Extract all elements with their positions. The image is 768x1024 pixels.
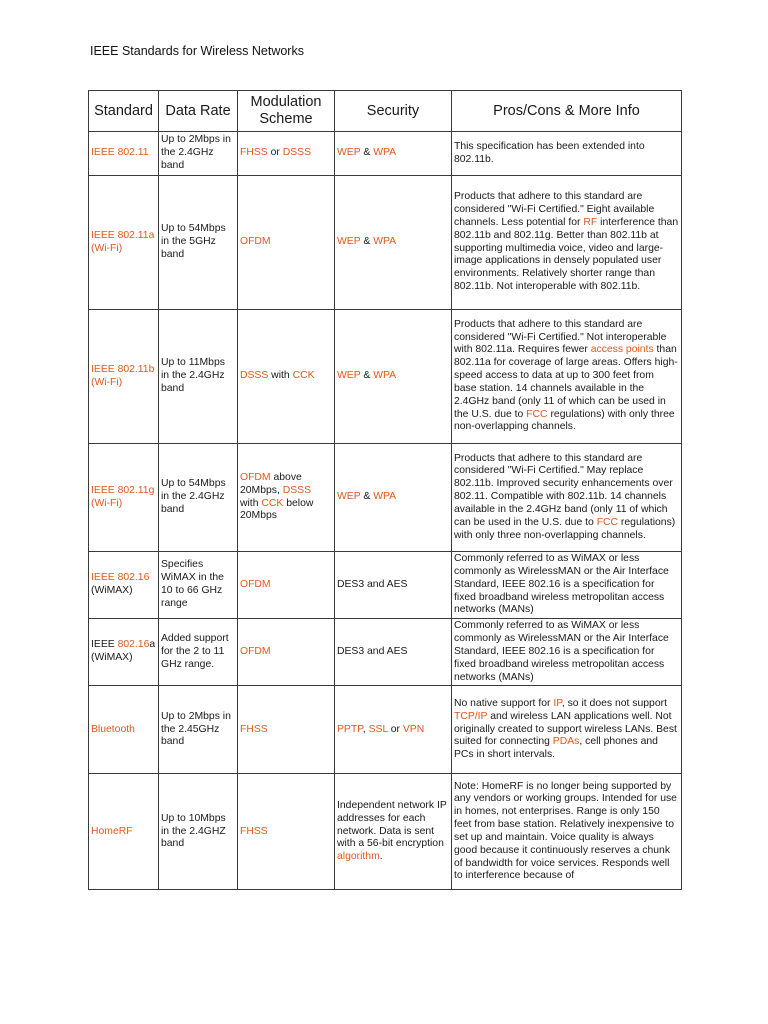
- cell-text: Note: HomeRF is no longer being supported by any vendors or working groups. Intended for use in homes, not enterprises. Range is only 150 feet from base station. Relatively inexpensive to set up and maintain. Voice quality is always good because it continuously reserves a chunk of bandwidth for voice services. Responds well to interference because of: [454, 780, 677, 882]
- cell-rate: [159, 310, 238, 444]
- table-row: [89, 132, 682, 176]
- cell-text: Products that adhere to this standard are considered "Wi-Fi Certified." May replace 802.11b. Improved security enhancements over 802.11. Compatible with 802.11b. 14 channels available in the 2.4GHz band (only 11 of which can be used in the U.S. due to: [454, 452, 673, 528]
- header-security: Security: [335, 91, 452, 132]
- cell-security: [335, 444, 452, 552]
- cell-info: [452, 552, 682, 619]
- cell-rate: [159, 686, 238, 774]
- cell-modulation: [238, 132, 335, 176]
- cell-info: [452, 444, 682, 552]
- cell-rate: [159, 619, 238, 686]
- cell-text: below 20Mbps: [240, 497, 314, 522]
- reference-link[interactable]: PDAs: [552, 736, 580, 748]
- reference-link[interactable]: IEEE 802.11a (Wi-Fi): [91, 229, 155, 254]
- cell-text: regulations) with only three non-overlapping channels.: [454, 408, 675, 433]
- cell-modulation: [238, 774, 335, 890]
- reference-link[interactable]: CCK: [261, 497, 284, 509]
- reference-link[interactable]: FCC: [596, 516, 619, 528]
- cell-rate: [159, 176, 238, 310]
- cell-text: No native support for: [454, 697, 554, 709]
- cell-text: above 20Mbps,: [240, 471, 302, 496]
- cell-text: .: [379, 851, 383, 863]
- cell-text: a (WiMAX): [91, 639, 156, 664]
- table-row: [89, 552, 682, 619]
- cell-text: DES3 and AES: [337, 578, 408, 590]
- reference-link[interactable]: IEEE 802.16: [91, 572, 150, 584]
- cell-text: Up to 54Mbps in the 2.4GHz band: [161, 478, 226, 515]
- cell-text: Independent network IP addresses for each network. Data is sent with a 56-bit encryption: [337, 799, 447, 850]
- cell-text: Up to 11Mbps in the 2.4GHz band: [161, 357, 225, 394]
- reference-link[interactable]: CCK: [292, 370, 315, 382]
- cell-standard: [89, 444, 159, 552]
- cell-text: &: [360, 236, 374, 248]
- cell-info: [452, 774, 682, 890]
- cell-standard: [89, 310, 159, 444]
- document-title: IEEE Standards for Wireless Networks: [90, 44, 304, 58]
- cell-text: DES3 and AES: [337, 645, 408, 657]
- cell-text: &: [360, 370, 374, 382]
- cell-text: Commonly referred to as WiMAX or less commonly as WirelessMAN or the Air Interface Standard, IEEE 802.16 is a specification for fixed broadband wireless metropolitan access networks (MANs): [454, 553, 669, 616]
- cell-text: Up to 2Mbps in the 2.45GHz band: [161, 710, 231, 748]
- cell-text: Added support for the 2 to 11 GHz range.: [161, 633, 229, 670]
- header-row: [89, 91, 682, 132]
- cell-info: [452, 686, 682, 774]
- cell-text: and wireless LAN applications well. Not originally created to support wireless LANs. Best suited for connecting: [454, 710, 677, 748]
- cell-text: IEEE: [91, 639, 118, 651]
- cell-text: Products that adhere to this standard are considered "Wi-Fi Certified." Eight available channels. Less potential for: [454, 191, 655, 228]
- table-row: [89, 619, 682, 686]
- reference-link[interactable]: VPN: [402, 723, 425, 735]
- cell-text: interference than 802.11b and 802.11g. Better than 802.11b at supporting multimedia voice, video and large-image applications in densely populated user environments. Relatively shorter range than 802.11b. Not interoperable with 802.11b.: [454, 216, 679, 293]
- header-standard: Standard: [89, 91, 159, 132]
- cell-text: regulations) with only three non-overlapping channels.: [454, 516, 676, 541]
- header-info: Pros/Cons & More Info: [452, 91, 682, 132]
- reference-link[interactable]: WEP: [337, 491, 361, 503]
- cell-standard: [89, 176, 159, 310]
- reference-link[interactable]: FHSS: [240, 147, 268, 159]
- reference-link[interactable]: OFDM: [240, 236, 271, 248]
- reference-link[interactable]: HomeRF: [91, 825, 133, 837]
- cell-security: [335, 132, 452, 176]
- reference-link[interactable]: access points: [590, 344, 654, 356]
- reference-link[interactable]: WPA: [373, 147, 397, 159]
- cell-text: ,: [362, 723, 369, 735]
- reference-link[interactable]: WEP: [337, 147, 361, 159]
- reference-link[interactable]: FHSS: [240, 723, 268, 735]
- cell-text: Up to 2Mbps in the 2.4GHz band: [161, 134, 231, 171]
- reference-link[interactable]: RF: [583, 216, 598, 228]
- cell-text: than 802.11a for coverage of large areas. Offers high-speed access to data at up to 300 feet from base station. 14 channels available in the 2.4GHz band (only 11 of which can be used in the U.S. due to: [454, 344, 678, 420]
- cell-text: Commonly referred to as WiMAX or less commonly as WirelessMAN or the Air Interface Standard, IEEE 802.16 is a specification for fixed broadband wireless metropolitan access networks (MANs): [454, 620, 669, 683]
- cell-text: , so it does not support: [561, 697, 667, 709]
- cell-text: or: [267, 147, 283, 159]
- cell-standard: [89, 132, 159, 176]
- cell-rate: [159, 774, 238, 890]
- reference-link[interactable]: IEEE 802.11b (Wi-Fi): [91, 363, 155, 388]
- cell-standard: [89, 619, 159, 686]
- table-row: [89, 774, 682, 890]
- cell-text: or: [387, 723, 403, 735]
- cell-text: Up to 54Mbps in the 5GHz band: [161, 223, 226, 260]
- table-row: [89, 176, 682, 310]
- cell-security: [335, 552, 452, 619]
- reference-link[interactable]: WEP: [337, 370, 361, 382]
- cell-info: [452, 176, 682, 310]
- cell-security: [335, 774, 452, 890]
- cell-text: This specification has been extended into 802.11b.: [454, 140, 645, 165]
- table-row: [89, 686, 682, 774]
- reference-link[interactable]: FCC: [526, 408, 548, 420]
- reference-link[interactable]: OFDM: [240, 645, 271, 657]
- standards-table: [88, 90, 682, 890]
- reference-link[interactable]: OFDM: [240, 471, 271, 483]
- reference-link[interactable]: WEP: [337, 236, 361, 248]
- cell-text: (WiMAX): [91, 585, 133, 597]
- reference-link[interactable]: IP: [553, 697, 562, 709]
- cell-text: &: [360, 147, 374, 159]
- reference-link[interactable]: WPA: [373, 370, 397, 382]
- reference-link[interactable]: 802.16: [117, 639, 150, 651]
- reference-link[interactable]: PPTP: [337, 723, 363, 735]
- cell-rate: [159, 132, 238, 176]
- header-data-rate: Data Rate: [159, 91, 238, 132]
- cell-modulation: [238, 552, 335, 619]
- cell-modulation: [238, 310, 335, 444]
- reference-link[interactable]: algorithm: [337, 851, 380, 863]
- cell-info: [452, 310, 682, 444]
- reference-link[interactable]: IEEE 802.11: [91, 147, 149, 159]
- reference-link[interactable]: DSSS: [240, 370, 269, 382]
- reference-link[interactable]: SSL: [368, 723, 388, 735]
- reference-link[interactable]: IEEE 802.11g (Wi-Fi): [91, 484, 155, 509]
- reference-link[interactable]: WPA: [373, 236, 397, 248]
- reference-link[interactable]: WPA: [373, 491, 397, 503]
- reference-link[interactable]: FHSS: [240, 825, 268, 837]
- reference-link[interactable]: Bluetooth: [91, 723, 135, 735]
- cell-text: with: [240, 497, 262, 509]
- cell-text: Up to 10Mbps in the 2.4GHZ band: [161, 812, 226, 850]
- table-row: [89, 444, 682, 552]
- reference-link[interactable]: DSSS: [282, 147, 312, 159]
- header-modulation: Modulation Scheme: [238, 91, 335, 132]
- reference-link[interactable]: OFDM: [240, 578, 271, 590]
- cell-modulation: [238, 444, 335, 552]
- cell-text: with: [268, 370, 293, 382]
- reference-link[interactable]: TCP/IP: [454, 710, 488, 722]
- cell-info: [452, 619, 682, 686]
- cell-modulation: [238, 686, 335, 774]
- table-body: [89, 132, 682, 890]
- cell-text: Specifies WiMAX in the 10 to 66 GHz range: [161, 559, 224, 609]
- cell-standard: [89, 552, 159, 619]
- cell-standard: [89, 686, 159, 774]
- cell-security: [335, 619, 452, 686]
- cell-text: Products that adhere to this standard are considered "Wi-Fi Certified." Not interoperable with 802.11a. Requires fewer: [454, 318, 667, 356]
- table-row: [89, 310, 682, 444]
- cell-security: [335, 310, 452, 444]
- cell-rate: [159, 552, 238, 619]
- reference-link[interactable]: DSSS: [282, 484, 312, 496]
- cell-security: [335, 686, 452, 774]
- cell-security: [335, 176, 452, 310]
- cell-rate: [159, 444, 238, 552]
- cell-text: , cell phones and PCs in short intervals.: [454, 736, 658, 761]
- cell-text: &: [360, 491, 374, 503]
- cell-info: [452, 132, 682, 176]
- cell-modulation: [238, 176, 335, 310]
- cell-standard: [89, 774, 159, 890]
- cell-modulation: [238, 619, 335, 686]
